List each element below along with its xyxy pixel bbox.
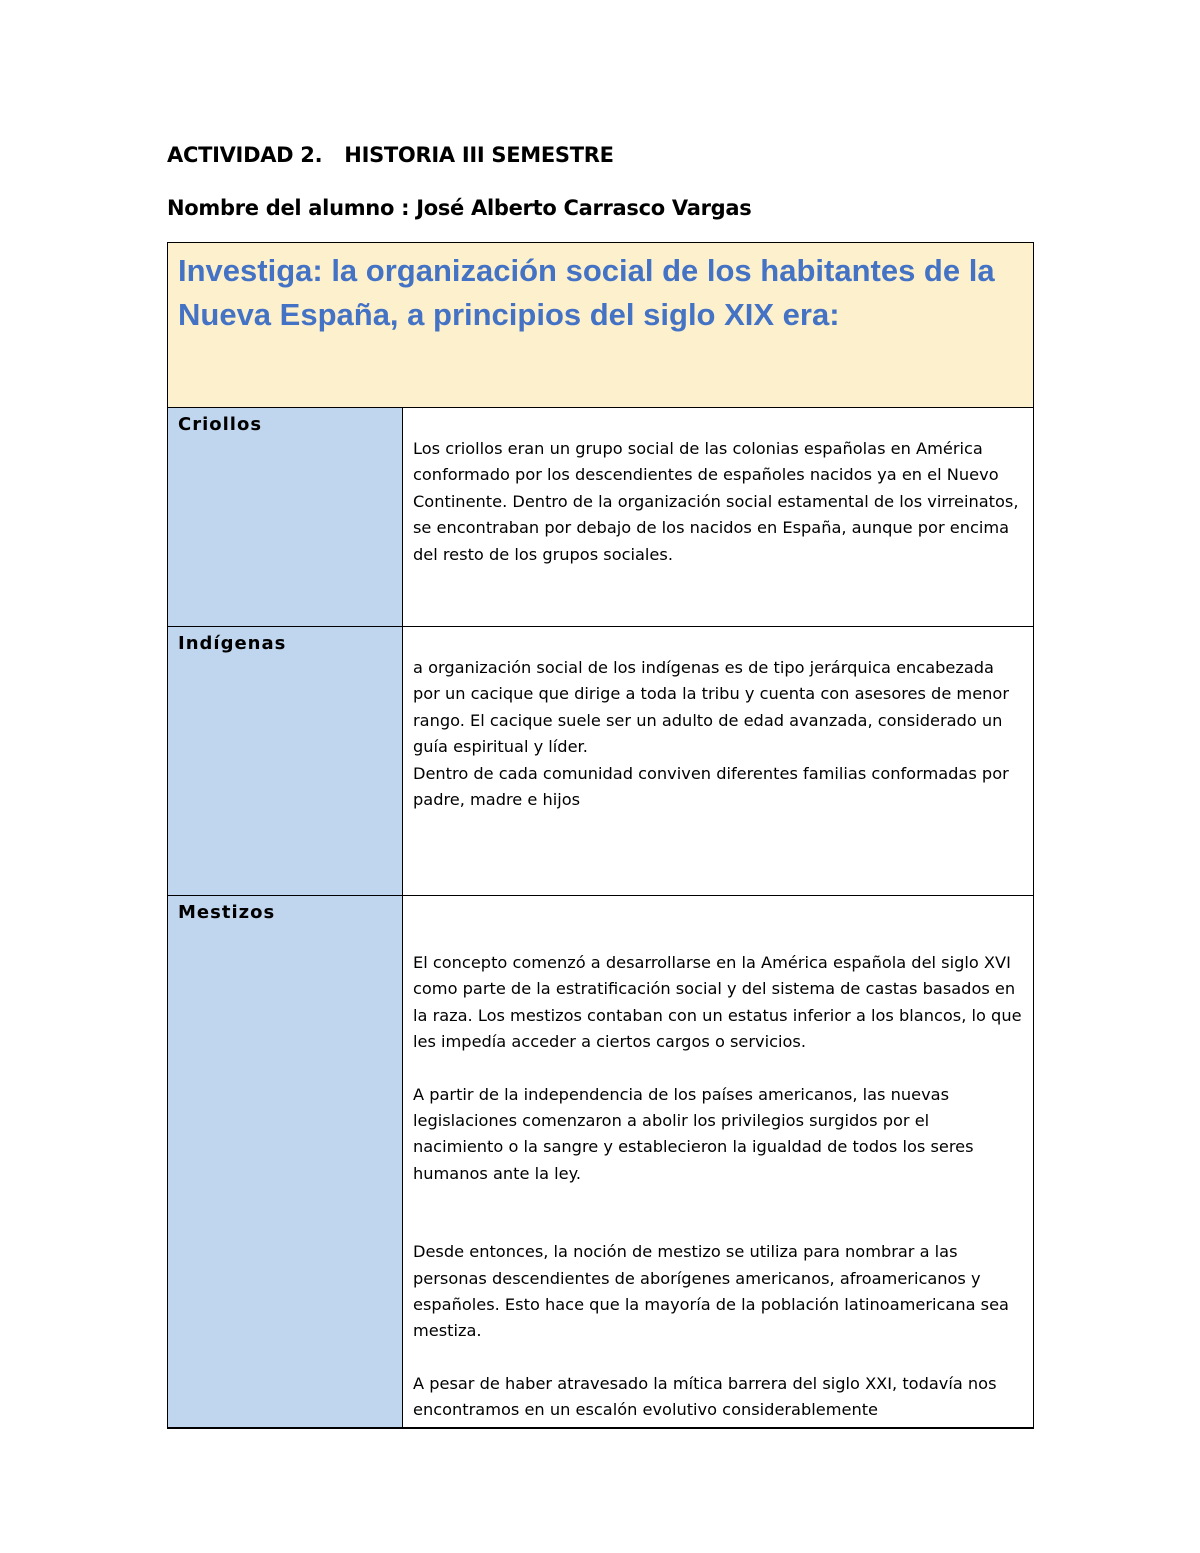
row-label-cell [168,896,403,1429]
table-row [168,408,1034,627]
mestizos-paragraph: Desde entonces, la noción de mestizo se utiliza para nombrar a las personas descendientes de aborígenes americanos, afroamericanos y españoles. Esto hace que la mayoría de la población latinoamericana sea mestiza. [413,1242,1009,1341]
table-row [168,627,1034,896]
row-content-cell [403,408,1034,627]
criollos-paragraph: Los criollos eran un grupo social de las colonias españolas en América conformado por los descendientes de españoles nacidos ya en el Nuevo Continente. Dentro de la organización social estamental de los virreinatos, se encontraban por debajo de los nacidos en España, aunque por encima del resto de los grupos sociales. [413,439,1019,564]
research-prompt: Investiga: la organización social de los habitantes de la Nueva España, a principios del siglo XIX era: [178,253,995,332]
indigenas-paragraph: a organización social de los indígenas es de tipo jerárquica encabezada por un cacique que dirige a toda la tribu y cuenta con asesores de menor rango. El cacique suele ser un adulto de edad avanzada, considerado un guía espiritual y líder. [413,658,1009,757]
mestizos-paragraph: A pesar de haber atravesado la mítica barrera del siglo XXI, todavía nos encontramos en un escalón evolutivo considerablemente [413,1373,997,1420]
row-label-cell [168,408,403,627]
mestizos-paragraph: El concepto comenzó a desarrollarse en la América española del siglo XVI como parte de la estratificación social y del sistema de castas basados en la raza. Los mestizos contaban con un estatus inferior a los blancos, lo que les impedía acceder a ciertos cargos o servicios. [413,953,1022,1052]
indigenas-paragraph: Dentro de cada comunidad conviven diferentes familias conformadas por padre, madre e hijos [413,763,1009,810]
mestizos-paragraph: A partir de la independencia de los países americanos, las nuevas legislaciones comenzaron a abolir los privilegios surgidos por el nacimiento o la sangre y establecieron la igualdad de todos los seres humanos ante la ley. [413,1084,974,1183]
student-name-line: Nombre del alumno : José Alberto Carrasco Vargas [167,196,752,220]
activity-title [167,143,614,167]
subject-title: HISTORIA III SEMESTRE [344,143,614,167]
row-content-cell [403,896,1034,1429]
row-content-cell [403,627,1034,896]
row-label-mestizos: Mestizos [178,902,276,923]
row-label-criollos: Criollos [178,414,263,435]
table-row [168,896,1034,1429]
row-label-indigenas: Indígenas [178,633,287,654]
row-label-cell [168,627,403,896]
prompt-row [168,243,1034,408]
activity-number: ACTIVIDAD 2. [167,143,323,167]
prompt-cell [168,243,1034,408]
research-table [167,242,1034,1429]
